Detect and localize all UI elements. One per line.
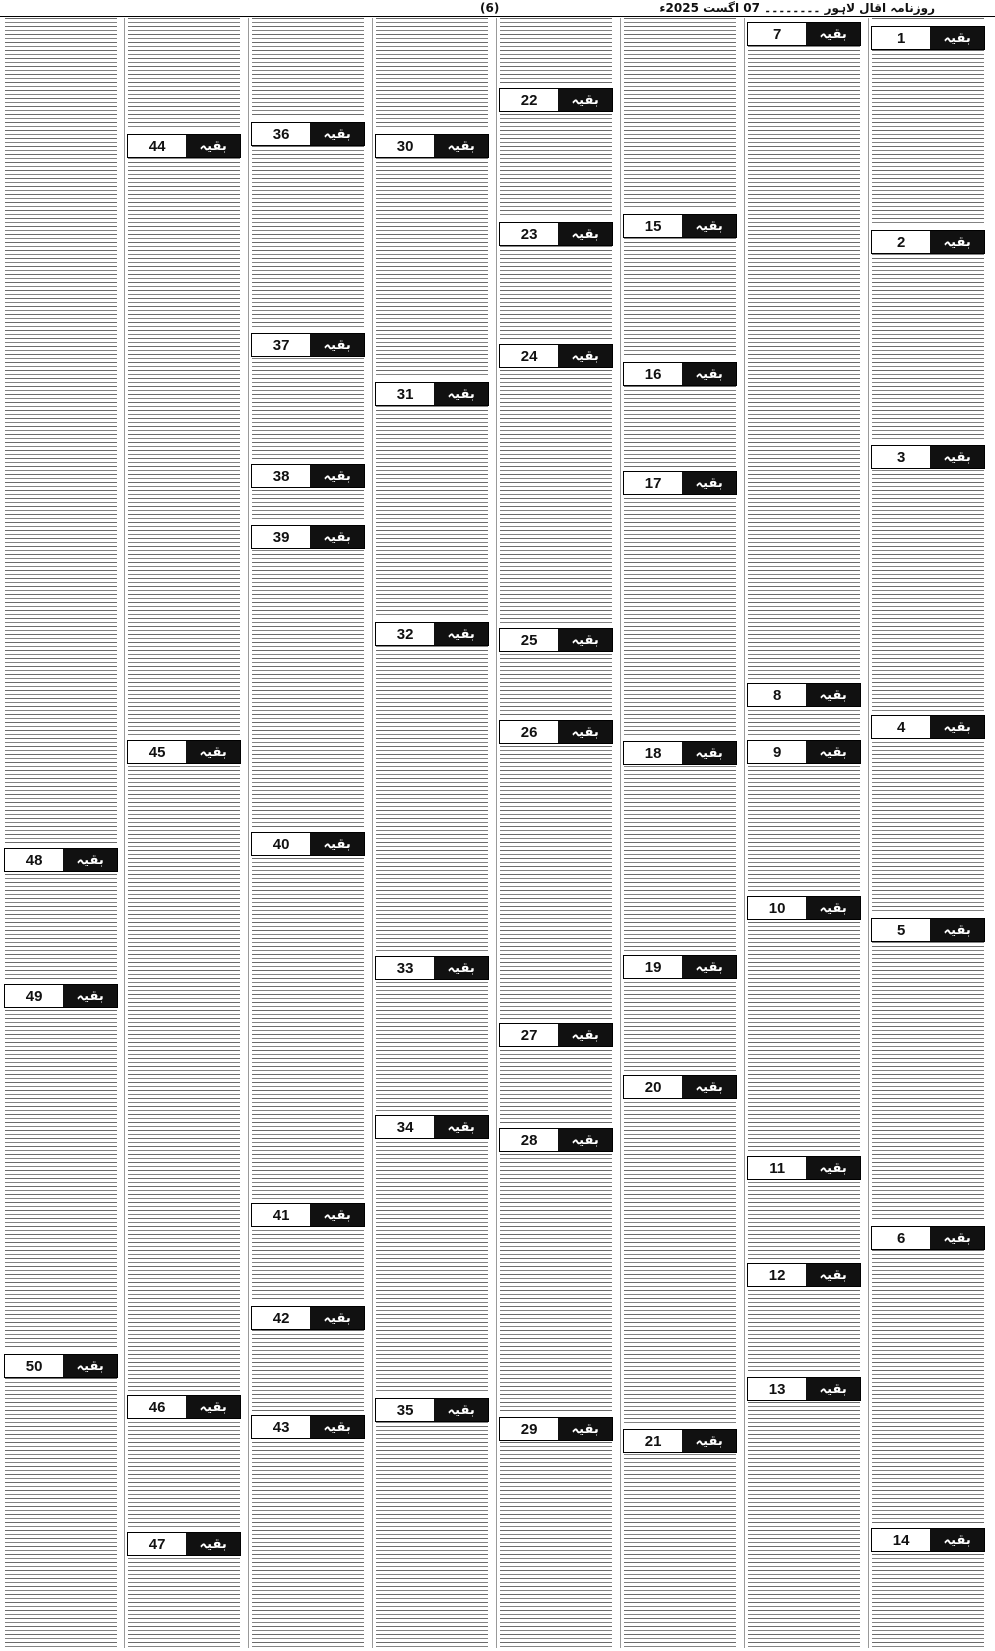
continuation-label: بقیہ: [806, 1157, 860, 1179]
continuation-header: [251, 525, 365, 549]
continuation-label: بقیہ: [806, 684, 860, 706]
continuation-number: 40: [252, 833, 310, 855]
continuation-header: [375, 622, 489, 646]
continuation-number: 11: [748, 1157, 806, 1179]
continuation-label: بقیہ: [434, 623, 488, 645]
continuation-label: بقیہ: [806, 1264, 860, 1286]
continuation-header: [127, 1532, 241, 1556]
continuation-number: 26: [500, 721, 558, 743]
continuation-header: [623, 741, 737, 765]
article-text-block: [872, 18, 984, 1648]
continuation-number: 9: [748, 741, 806, 763]
continuation-header: [251, 1415, 365, 1439]
continuation-label: بقیہ: [310, 465, 364, 487]
continuation-number: 35: [376, 1399, 434, 1421]
continuation-header: [871, 445, 985, 469]
continuation-header: [499, 720, 613, 744]
continuation-label: بقیہ: [310, 833, 364, 855]
continuation-number: 34: [376, 1116, 434, 1138]
continuation-header: [127, 1395, 241, 1419]
news-column: [496, 18, 615, 1648]
continuation-label: بقیہ: [930, 231, 984, 253]
continuation-number: 24: [500, 345, 558, 367]
continuation-number: 20: [624, 1076, 682, 1098]
continuation-label: بقیہ: [558, 89, 612, 111]
continuation-header: [251, 333, 365, 357]
continuation-header: [871, 918, 985, 942]
continuation-header: [251, 1306, 365, 1330]
continuation-label: بقیہ: [558, 1024, 612, 1046]
article-text-block: [748, 18, 860, 1648]
continuation-header: [127, 134, 241, 158]
continuation-number: 45: [128, 741, 186, 763]
continuation-number: 4: [872, 716, 930, 738]
continuation-header: [623, 1429, 737, 1453]
continuation-label: بقیہ: [186, 135, 240, 157]
continuation-header: [375, 1398, 489, 1422]
continuation-label: بقیہ: [310, 526, 364, 548]
continuation-number: 22: [500, 89, 558, 111]
continuation-header: [375, 1115, 489, 1139]
continuation-number: 37: [252, 334, 310, 356]
continuation-header: [747, 683, 861, 707]
continuation-header: [747, 22, 861, 46]
continuation-number: 7: [748, 23, 806, 45]
continuation-header: [623, 1075, 737, 1099]
continuation-number: 28: [500, 1129, 558, 1151]
continuation-number: 42: [252, 1307, 310, 1329]
continuation-number: 29: [500, 1418, 558, 1440]
news-column: [2, 18, 120, 1648]
continuation-header: [747, 740, 861, 764]
continuation-number: 14: [872, 1529, 930, 1551]
continuation-header: [499, 1128, 613, 1152]
continuation-label: بقیہ: [186, 741, 240, 763]
continuation-label: بقیہ: [558, 345, 612, 367]
continuation-header: [375, 382, 489, 406]
continuation-number: 8: [748, 684, 806, 706]
continuation-label: بقیہ: [310, 123, 364, 145]
continuation-header: [4, 848, 118, 872]
continuation-header: [747, 1156, 861, 1180]
continuation-header: [871, 26, 985, 50]
continuation-label: بقیہ: [806, 23, 860, 45]
continuation-label: بقیہ: [310, 1307, 364, 1329]
continuation-header: [499, 222, 613, 246]
continuation-number: 21: [624, 1430, 682, 1452]
continuation-header: [499, 88, 613, 112]
continuation-number: 16: [624, 363, 682, 385]
continuation-header: [747, 896, 861, 920]
masthead: [0, 0, 995, 17]
news-column: [868, 18, 987, 1648]
continuation-number: 48: [5, 849, 63, 871]
continuation-label: بقیہ: [310, 334, 364, 356]
continuation-number: 5: [872, 919, 930, 941]
continuation-header: [499, 1023, 613, 1047]
continuation-number: 17: [624, 472, 682, 494]
continuation-number: 10: [748, 897, 806, 919]
news-column: [124, 18, 243, 1648]
continuation-label: بقیہ: [558, 1418, 612, 1440]
continuation-header: [499, 1417, 613, 1441]
continuation-header: [251, 832, 365, 856]
continuation-label: بقیہ: [434, 1399, 488, 1421]
newspaper-title-date: روزنامہ اقال لاہور ۔۔۔۔۔۔۔۔ 07 اگست 2025ء: [659, 1, 935, 15]
continuation-header: [871, 1528, 985, 1552]
continuation-number: 33: [376, 957, 434, 979]
continuation-number: 44: [128, 135, 186, 157]
continuation-label: بقیہ: [930, 27, 984, 49]
continuation-label: بقیہ: [930, 446, 984, 468]
continuation-number: 47: [128, 1533, 186, 1555]
continuation-label: بقیہ: [930, 919, 984, 941]
continuation-header: [747, 1263, 861, 1287]
continuation-number: 27: [500, 1024, 558, 1046]
continuation-label: بقیہ: [434, 135, 488, 157]
continuation-number: 1: [872, 27, 930, 49]
continuation-label: بقیہ: [682, 1076, 736, 1098]
continuation-header: [499, 628, 613, 652]
continuation-header: [623, 955, 737, 979]
continuation-number: 50: [5, 1355, 63, 1377]
news-column: [248, 18, 367, 1648]
news-column: [372, 18, 491, 1648]
continuation-header: [499, 344, 613, 368]
continuation-number: 3: [872, 446, 930, 468]
continuation-label: بقیہ: [682, 742, 736, 764]
continuation-header: [747, 1377, 861, 1401]
continuation-label: بقیہ: [63, 849, 117, 871]
continuation-label: بقیہ: [434, 383, 488, 405]
continuation-header: [127, 740, 241, 764]
continuation-label: بقیہ: [310, 1204, 364, 1226]
continuation-label: بقیہ: [558, 223, 612, 245]
continuation-header: [375, 134, 489, 158]
continuation-label: بقیہ: [930, 1227, 984, 1249]
continuation-header: [375, 956, 489, 980]
continuation-header: [4, 984, 118, 1008]
article-text-block: [624, 18, 736, 1648]
continuation-number: 25: [500, 629, 558, 651]
continuation-number: 30: [376, 135, 434, 157]
continuation-label: بقیہ: [682, 956, 736, 978]
continuation-header: [4, 1354, 118, 1378]
continuation-header: [251, 1203, 365, 1227]
news-column: [620, 18, 739, 1648]
continuation-number: 46: [128, 1396, 186, 1418]
continuation-number: 18: [624, 742, 682, 764]
continuation-label: بقیہ: [682, 472, 736, 494]
continuation-label: بقیہ: [682, 215, 736, 237]
continuation-label: بقیہ: [806, 741, 860, 763]
continuation-label: بقیہ: [930, 1529, 984, 1551]
continuation-number: 15: [624, 215, 682, 237]
continuation-number: 6: [872, 1227, 930, 1249]
continuation-label: بقیہ: [682, 363, 736, 385]
continuation-header: [251, 464, 365, 488]
continuation-label: بقیہ: [186, 1533, 240, 1555]
continuation-label: بقیہ: [434, 957, 488, 979]
article-text-block: [500, 18, 612, 1648]
continuation-number: 43: [252, 1416, 310, 1438]
continuation-number: 13: [748, 1378, 806, 1400]
continuation-label: بقیہ: [63, 1355, 117, 1377]
continuation-label: بقیہ: [806, 1378, 860, 1400]
continuation-number: 49: [5, 985, 63, 1007]
continuation-label: بقیہ: [682, 1430, 736, 1452]
article-text-block: [5, 18, 117, 1648]
continuation-number: 38: [252, 465, 310, 487]
continuation-number: 39: [252, 526, 310, 548]
continuation-header: [871, 230, 985, 254]
continuation-label: بقیہ: [558, 1129, 612, 1151]
continuation-header: [623, 362, 737, 386]
continuation-header: [251, 122, 365, 146]
continuation-header: [871, 715, 985, 739]
continuation-header: [871, 1226, 985, 1250]
continuation-number: 19: [624, 956, 682, 978]
continuation-label: بقیہ: [434, 1116, 488, 1138]
continuation-label: بقیہ: [186, 1396, 240, 1418]
continuation-label: بقیہ: [558, 721, 612, 743]
continuation-label: بقیہ: [558, 629, 612, 651]
continuation-number: 2: [872, 231, 930, 253]
continuation-label: بقیہ: [63, 985, 117, 1007]
continuation-label: بقیہ: [310, 1416, 364, 1438]
continuation-number: 23: [500, 223, 558, 245]
continuation-number: 31: [376, 383, 434, 405]
continuation-number: 32: [376, 623, 434, 645]
continuation-header: [623, 471, 737, 495]
continuation-number: 36: [252, 123, 310, 145]
continuation-label: بقیہ: [930, 716, 984, 738]
continuation-label: بقیہ: [806, 897, 860, 919]
continuation-number: 12: [748, 1264, 806, 1286]
news-column: [744, 18, 863, 1648]
continuation-number: 41: [252, 1204, 310, 1226]
page-number: (6): [480, 1, 500, 15]
continuation-header: [623, 214, 737, 238]
